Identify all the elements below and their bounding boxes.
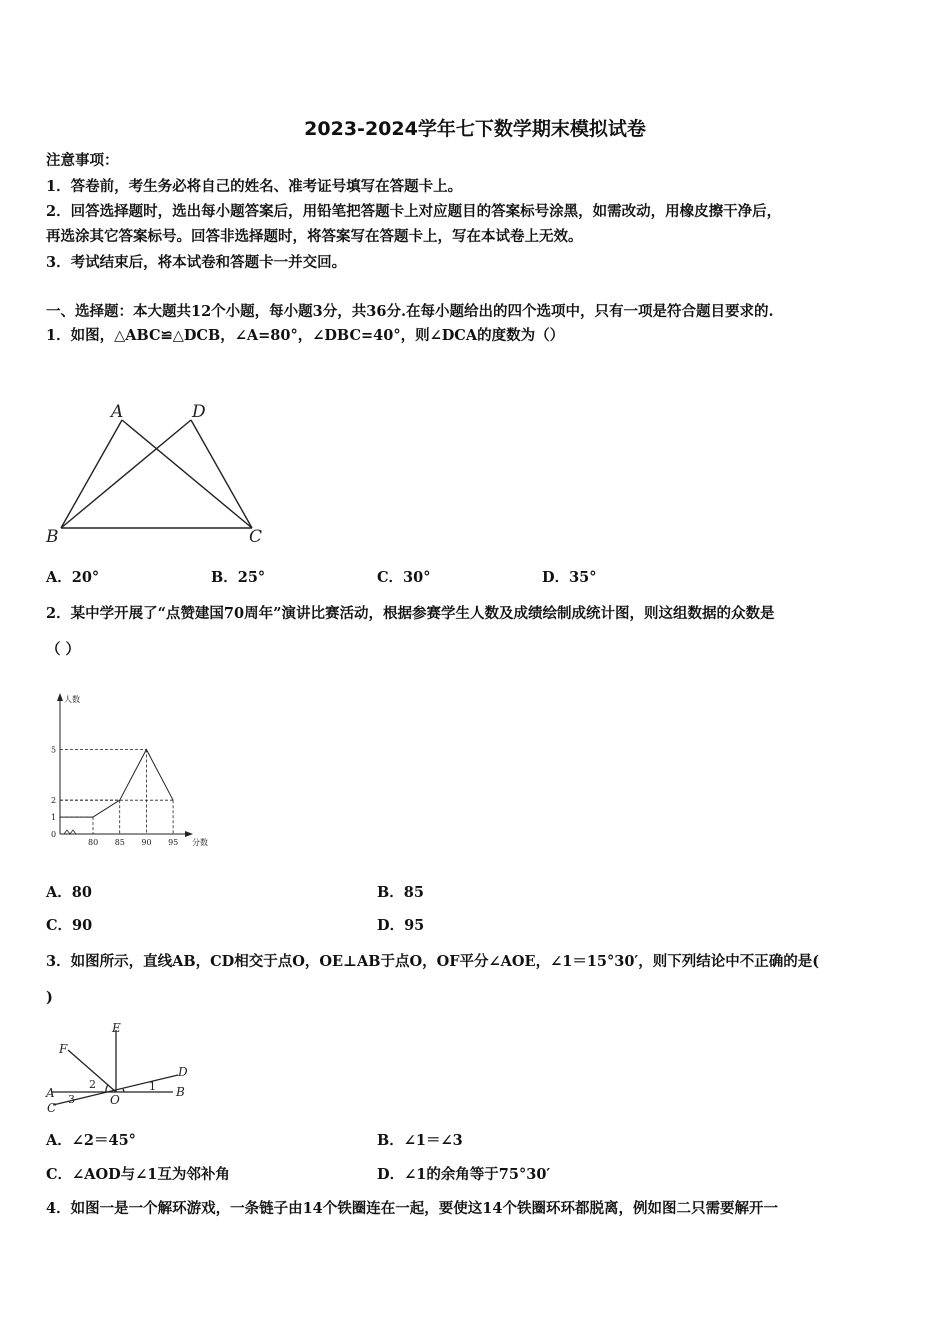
x-tick-label: 80 bbox=[88, 838, 99, 847]
y-axis-label: 人数 bbox=[64, 695, 80, 704]
segment-dc bbox=[191, 420, 252, 528]
section-heading: 一、选择题：本大题共12个小题，每小题3分，共36分.在每小题给出的四个选项中，只有一项是符合题目要求的. bbox=[46, 303, 774, 320]
angle-2-arc bbox=[106, 1085, 108, 1092]
notice-heading: 注意事项： bbox=[46, 152, 119, 169]
q2-option-a: A．80 bbox=[46, 884, 92, 901]
notice-item-2: 2．回答选择题时，选出每小题答案后，用铅笔把答题卡上对应题目的答案标号涂黑，如需改动，用橡皮擦干净后， bbox=[46, 203, 782, 220]
q1-option-a: A．20° bbox=[46, 569, 100, 586]
label-b: B bbox=[176, 1085, 185, 1099]
q3-option-b: B．∠1＝∠3 bbox=[377, 1132, 463, 1149]
q1-option-b: B．25° bbox=[211, 569, 266, 586]
series-line bbox=[93, 750, 173, 818]
q3-option-c: C．∠AOD与∠1互为邻补角 bbox=[46, 1166, 230, 1183]
q1-option-c: C．30° bbox=[377, 569, 431, 586]
label-angle-3: 3 bbox=[68, 1093, 75, 1106]
y-tick-label: 5 bbox=[51, 745, 57, 755]
x-tick-label: 95 bbox=[168, 838, 179, 847]
q3-stem: 3．如图所示，直线AB，CD相交于点O，OE⊥AB于点O，OF平分∠AOE，∠1＝15°30′，则下列结论中不正确的是( bbox=[46, 953, 820, 970]
label-d: D bbox=[192, 402, 206, 422]
notice-item-1: 1．答卷前，考生务必将自己的姓名、准考证号填写在答题卡上。 bbox=[46, 178, 463, 195]
x-tick-label: 90 bbox=[141, 838, 152, 847]
label-a: A bbox=[111, 402, 124, 422]
segment-bd bbox=[61, 420, 191, 528]
label-a: A bbox=[46, 1086, 55, 1100]
label-c: C bbox=[47, 1101, 57, 1115]
x-tick-label: 85 bbox=[114, 838, 125, 847]
q1-stem: 1．如图，△ABC≌△DCB，∠A=80°，∠DBC=40°，则∠DCA的度数为（） bbox=[46, 327, 565, 344]
label-o: O bbox=[110, 1093, 120, 1107]
q2-stem-paren: （ ） bbox=[46, 641, 81, 658]
q3-angle-figure bbox=[40, 1018, 200, 1118]
notice-item-3: 3．考试结束后，将本试卷和答题卡一并交回。 bbox=[46, 254, 347, 271]
q3-option-a: A．∠2＝45° bbox=[46, 1132, 136, 1149]
q3-option-d: D．∠1的余角等于75°30′ bbox=[377, 1166, 551, 1183]
q4-stem: 4．如图一是一个解环游戏，一条链子由14个铁圈连在一起，要使这14个铁圈环环都脱离，例如图二只需要解开一 bbox=[46, 1200, 778, 1217]
y-axis-arrow bbox=[57, 693, 63, 701]
q2-option-b: B．85 bbox=[377, 884, 424, 901]
q2-option-c: C．90 bbox=[46, 917, 93, 934]
axis-break bbox=[64, 830, 76, 834]
label-d: D bbox=[178, 1065, 188, 1079]
label-f: F bbox=[59, 1042, 68, 1056]
label-e: E bbox=[112, 1021, 121, 1035]
label-angle-1: 1 bbox=[149, 1080, 156, 1093]
q3-stem-paren: ) bbox=[46, 989, 53, 1006]
segment-ac bbox=[122, 420, 252, 528]
label-b: B bbox=[46, 527, 59, 547]
q1-triangle-figure bbox=[40, 398, 280, 548]
q2-option-d: D．95 bbox=[377, 917, 425, 934]
q2-stem: 2．某中学开展了“点赞建国70周年”演讲比赛活动，根据参赛学生人数及成绩绘制成统计图，则这组数据的众数是 bbox=[46, 605, 775, 622]
y-tick-label: 1 bbox=[51, 813, 57, 823]
label-angle-2: 2 bbox=[89, 1078, 96, 1091]
q1-option-d: D．35° bbox=[542, 569, 597, 586]
segment-ba bbox=[61, 420, 122, 528]
y-tick-label: 2 bbox=[51, 796, 57, 806]
x-axis-label: 分数 bbox=[192, 838, 208, 847]
x-axis-arrow bbox=[185, 831, 193, 837]
label-c: C bbox=[249, 527, 263, 547]
page-title: 2023-2024学年七下数学期末模拟试卷 bbox=[304, 118, 646, 140]
q2-line-chart bbox=[40, 688, 240, 853]
y-tick-label: 0 bbox=[51, 830, 57, 839]
notice-item-2-cont: 再选涂其它答案标号。回答非选择题时，将答案写在答题卡上，写在本试卷上无效。 bbox=[46, 228, 583, 245]
